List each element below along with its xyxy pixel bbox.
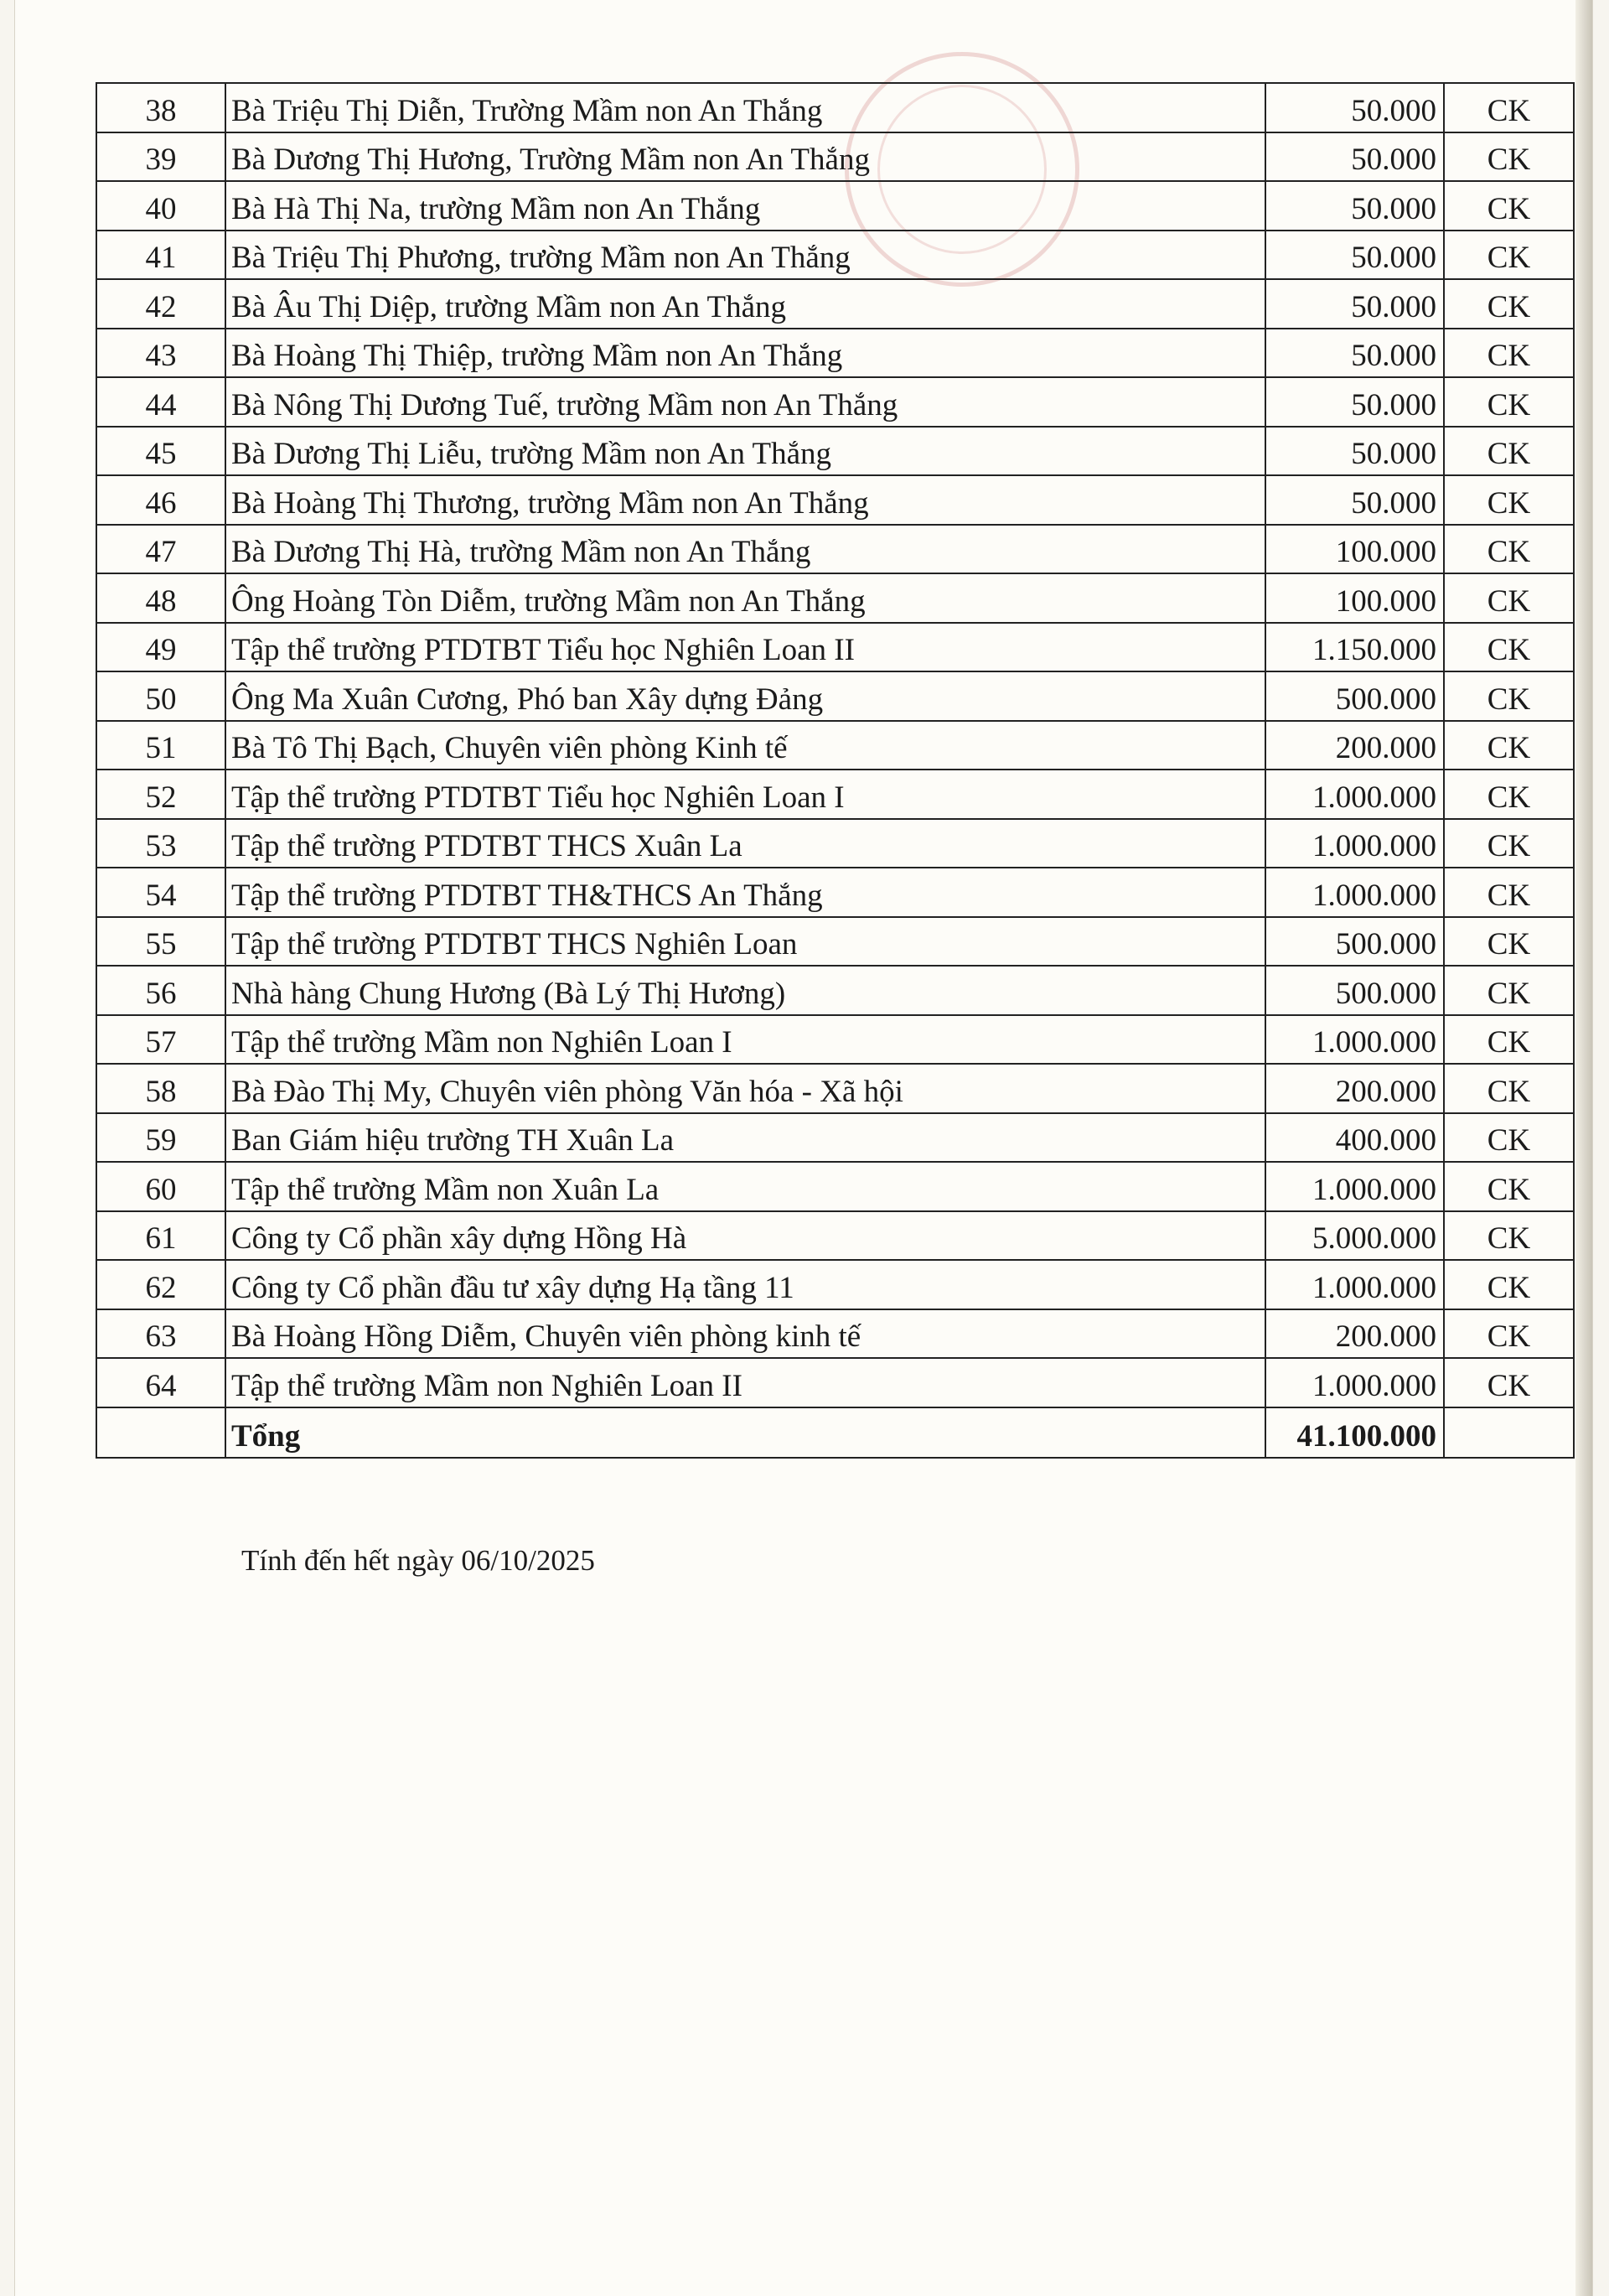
row-number: 45 (96, 427, 225, 476)
donation-amount: 1.000.000 (1265, 770, 1444, 819)
payment-method: CK (1444, 770, 1574, 819)
donation-amount: 50.000 (1265, 83, 1444, 132)
payment-method: CK (1444, 623, 1574, 672)
payment-method: CK (1444, 132, 1574, 182)
donation-amount: 50.000 (1265, 231, 1444, 280)
table-row (96, 917, 1574, 967)
table-row (96, 1260, 1574, 1309)
donor-name: Bà Hoàng Thị Thiệp, trường Mầm non An Thắng (225, 329, 1265, 378)
row-number: 62 (96, 1260, 225, 1309)
table-row (96, 623, 1574, 672)
total-row (96, 1407, 1574, 1458)
table-row (96, 1309, 1574, 1359)
donation-amount: 200.000 (1265, 1064, 1444, 1113)
payment-method: CK (1444, 279, 1574, 329)
payment-method: CK (1444, 1309, 1574, 1359)
total-stt-cell (96, 1407, 225, 1458)
donation-amount: 50.000 (1265, 475, 1444, 525)
payment-method: CK (1444, 83, 1574, 132)
table-row (96, 427, 1574, 476)
total-label: Tổng (225, 1407, 1265, 1458)
row-number: 63 (96, 1309, 225, 1359)
payment-method: CK (1444, 329, 1574, 378)
table-row (96, 181, 1574, 231)
table-row (96, 1064, 1574, 1113)
row-number: 41 (96, 231, 225, 280)
row-number: 39 (96, 132, 225, 182)
donation-amount: 50.000 (1265, 279, 1444, 329)
table-row (96, 132, 1574, 182)
donation-amount: 1.000.000 (1265, 1260, 1444, 1309)
payment-method: CK (1444, 1260, 1574, 1309)
row-number: 58 (96, 1064, 225, 1113)
payment-method: CK (1444, 819, 1574, 868)
donation-amount: 1.000.000 (1265, 1015, 1444, 1065)
payment-method: CK (1444, 1162, 1574, 1211)
donation-amount: 200.000 (1265, 721, 1444, 770)
donor-name: Tập thể trường PTDTBT TH&THCS An Thắng (225, 868, 1265, 917)
total-method-cell (1444, 1407, 1574, 1458)
row-number: 59 (96, 1113, 225, 1163)
table-row (96, 475, 1574, 525)
donor-name: Ông Hoàng Tòn Diễm, trường Mầm non An Thắng (225, 573, 1265, 623)
row-number: 43 (96, 329, 225, 378)
donor-name: Tập thể trường Mầm non Nghiên Loan II (225, 1358, 1265, 1407)
row-number: 53 (96, 819, 225, 868)
payment-method: CK (1444, 525, 1574, 574)
table-row (96, 1015, 1574, 1065)
donor-name: Tập thể trường PTDTBT Tiểu học Nghiên Loan I (225, 770, 1265, 819)
donation-amount: 500.000 (1265, 671, 1444, 721)
donation-amount: 1.150.000 (1265, 623, 1444, 672)
row-number: 40 (96, 181, 225, 231)
table-row (96, 770, 1574, 819)
row-number: 51 (96, 721, 225, 770)
table-row (96, 377, 1574, 427)
payment-method: CK (1444, 231, 1574, 280)
payment-method: CK (1444, 1064, 1574, 1113)
table-row (96, 1358, 1574, 1407)
payment-method: CK (1444, 917, 1574, 967)
donation-table-body (96, 83, 1574, 1407)
payment-method: CK (1444, 573, 1574, 623)
row-number: 54 (96, 868, 225, 917)
row-number: 38 (96, 83, 225, 132)
table-row (96, 671, 1574, 721)
table-row (96, 573, 1574, 623)
table-row (96, 83, 1574, 132)
payment-method: CK (1444, 966, 1574, 1015)
donor-name: Bà Hoàng Hồng Diễm, Chuyên viên phòng kinh tế (225, 1309, 1265, 1359)
payment-method: CK (1444, 475, 1574, 525)
donation-table (96, 82, 1575, 1459)
donor-name: Bà Âu Thị Diệp, trường Mầm non An Thắng (225, 279, 1265, 329)
donor-name: Bà Đào Thị My, Chuyên viên phòng Văn hóa - Xã hội (225, 1064, 1265, 1113)
donor-name: Tập thể trường Mầm non Xuân La (225, 1162, 1265, 1211)
table-row (96, 525, 1574, 574)
donor-name: Ban Giám hiệu trường TH Xuân La (225, 1113, 1265, 1163)
payment-method: CK (1444, 377, 1574, 427)
donation-amount: 200.000 (1265, 1309, 1444, 1359)
payment-method: CK (1444, 1015, 1574, 1065)
payment-method: CK (1444, 1358, 1574, 1407)
donor-name: Bà Hoàng Thị Thương, trường Mầm non An Thắng (225, 475, 1265, 525)
paper-edge (1575, 0, 1592, 2296)
donation-amount: 400.000 (1265, 1113, 1444, 1163)
row-number: 47 (96, 525, 225, 574)
donor-name: Bà Dương Thị Hà, trường Mầm non An Thắng (225, 525, 1265, 574)
donor-name: Bà Triệu Thị Diễn, Trường Mầm non An Thắng (225, 83, 1265, 132)
document-page (15, 0, 1592, 2296)
donation-amount: 50.000 (1265, 132, 1444, 182)
row-number: 64 (96, 1358, 225, 1407)
donation-amount: 1.000.000 (1265, 819, 1444, 868)
donor-name: Bà Triệu Thị Phương, trường Mầm non An Thắng (225, 231, 1265, 280)
cutoff-date-note: Tính đến hết ngày 06/10/2025 (241, 1544, 595, 1577)
donation-amount: 50.000 (1265, 181, 1444, 231)
table-row (96, 819, 1574, 868)
table-row (96, 1211, 1574, 1261)
donation-amount: 5.000.000 (1265, 1211, 1444, 1261)
table-row (96, 231, 1574, 280)
row-number: 56 (96, 966, 225, 1015)
row-number: 61 (96, 1211, 225, 1261)
table-row (96, 1113, 1574, 1163)
donor-name: Tập thể trường Mầm non Nghiên Loan I (225, 1015, 1265, 1065)
row-number: 48 (96, 573, 225, 623)
donor-name: Tập thể trường PTDTBT THCS Nghiên Loan (225, 917, 1265, 967)
donation-amount: 1.000.000 (1265, 1162, 1444, 1211)
row-number: 42 (96, 279, 225, 329)
donation-amount: 1.000.000 (1265, 868, 1444, 917)
donor-name: Bà Hà Thị Na, trường Mầm non An Thắng (225, 181, 1265, 231)
row-number: 55 (96, 917, 225, 967)
donation-amount: 50.000 (1265, 377, 1444, 427)
donor-name: Ông Ma Xuân Cương, Phó ban Xây dựng Đảng (225, 671, 1265, 721)
payment-method: CK (1444, 427, 1574, 476)
donation-amount: 100.000 (1265, 573, 1444, 623)
donor-name: Nhà hàng Chung Hương (Bà Lý Thị Hương) (225, 966, 1265, 1015)
donation-amount: 500.000 (1265, 917, 1444, 967)
total-amount: 41.100.000 (1265, 1407, 1444, 1458)
payment-method: CK (1444, 1211, 1574, 1261)
donation-amount: 50.000 (1265, 427, 1444, 476)
payment-method: CK (1444, 721, 1574, 770)
row-number: 50 (96, 671, 225, 721)
table-row (96, 966, 1574, 1015)
table-row (96, 329, 1574, 378)
row-number: 60 (96, 1162, 225, 1211)
row-number: 46 (96, 475, 225, 525)
donation-amount: 50.000 (1265, 329, 1444, 378)
donor-name: Bà Tô Thị Bạch, Chuyên viên phòng Kinh tế (225, 721, 1265, 770)
payment-method: CK (1444, 868, 1574, 917)
donor-name: Bà Dương Thị Liễu, trường Mầm non An Thắng (225, 427, 1265, 476)
payment-method: CK (1444, 1113, 1574, 1163)
payment-method: CK (1444, 671, 1574, 721)
payment-method: CK (1444, 181, 1574, 231)
donor-name: Công ty Cổ phần xây dựng Hồng Hà (225, 1211, 1265, 1261)
row-number: 44 (96, 377, 225, 427)
donation-amount: 500.000 (1265, 966, 1444, 1015)
row-number: 52 (96, 770, 225, 819)
row-number: 49 (96, 623, 225, 672)
donor-name: Công ty Cổ phần đầu tư xây dựng Hạ tầng 11 (225, 1260, 1265, 1309)
donation-amount: 1.000.000 (1265, 1358, 1444, 1407)
table-row (96, 721, 1574, 770)
donor-name: Tập thể trường PTDTBT THCS Xuân La (225, 819, 1265, 868)
donor-name: Bà Nông Thị Dương Tuế, trường Mầm non An Thắng (225, 377, 1265, 427)
row-number: 57 (96, 1015, 225, 1065)
donor-name: Tập thể trường PTDTBT Tiểu học Nghiên Loan II (225, 623, 1265, 672)
donation-amount: 100.000 (1265, 525, 1444, 574)
table-row (96, 868, 1574, 917)
donor-name: Bà Dương Thị Hương, Trường Mầm non An Thắng (225, 132, 1265, 182)
table-row (96, 279, 1574, 329)
table-row (96, 1162, 1574, 1211)
